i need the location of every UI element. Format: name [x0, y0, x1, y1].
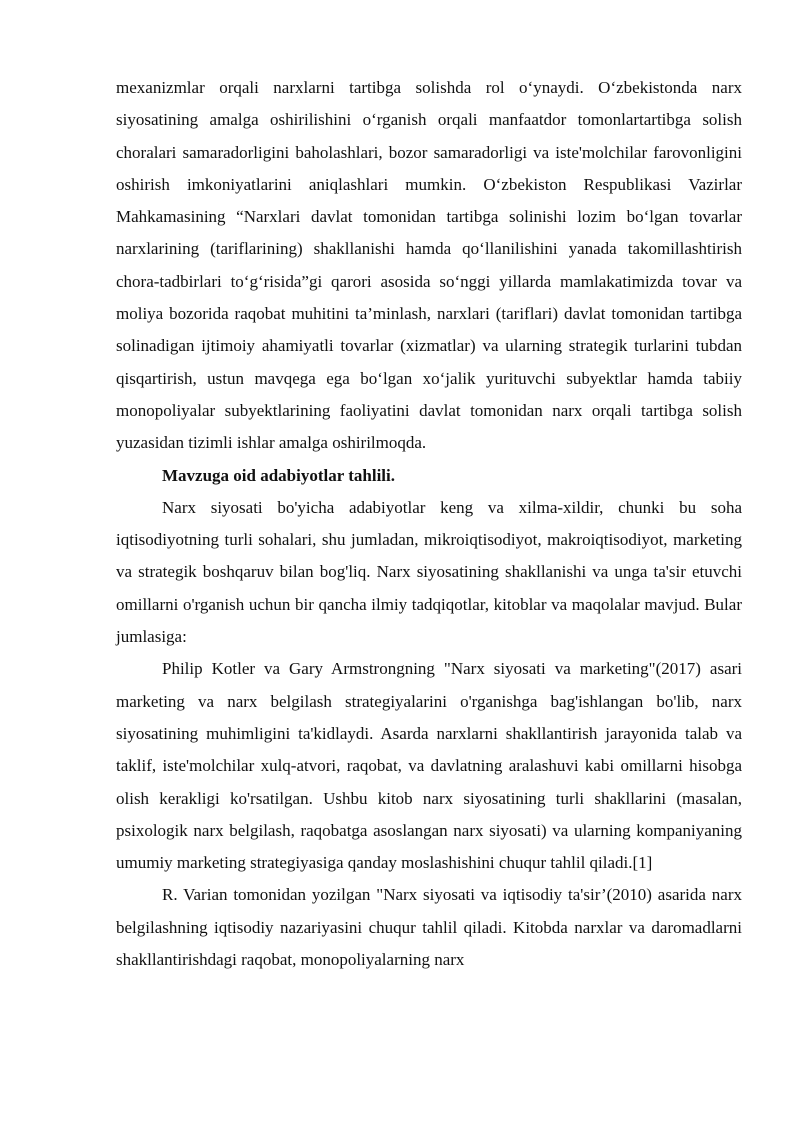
body-paragraph: R. Varian tomonidan yozilgan "Narx siyosati va iqtisodiy ta'sir’(2010) asarida narx belgilashning iqtisodiy nazariyasini chuqur tahlil qiladi. Kitobda narxlar va daromadlarni shakllantirishdagi raqobat, monopoliyalarning narx: [116, 885, 742, 970]
section-heading: Mavzuga oid adabiyotlar tahlili.: [162, 465, 395, 485]
body-paragraph: Narx siyosati bo'yicha adabiyotlar keng va xilma-xildir, chunki bu soha iqtisodiyotning turli sohalari, shu jumladan, mikroiqtisodiyot, makroiqtisodiyot, marketing va strategik boshqaruv bilan bog'liq. Narx siyosatining shakllanishi va unga ta'sir etuvchi omillarni o'rganish uchun bir qancha ilmiy tadqiqotlar, kitoblar va maqolalar mavjud. Bular jumlasiga:: [116, 497, 742, 647]
document-page: [116, 72, 742, 976]
body-paragraph: mexanizmlar orqali narxlarni tartibga solishda rol o‘ynaydi. O‘zbekistonda narx siyosatining amalga oshirilishini o‘rganish orqali manfaatdor tomonlartartibga solish choralari samaradorligini baholashlari, bozor samaradorligi va iste'molchilar farovonligini oshirish imkoniyatlarini aniqlashlari mumkin. O‘zbekiston Respublikasi Vazirlar Mahkamasining “Narxlari davlat tomonidan tartibga solinishi lozim bo‘lgan tovarlar narxlarining (tariflarining) shakllanishi hamda qo‘llanilishini yanada takomillashtirish chora-tadbirlari to‘g‘risida”gi qarori asosida so‘nggi yillarda mamlakatimizda tovar va moliya bozorida raqobat muhitini ta’minlash, narxlari (tariflari) davlat tomonidan tartibga solinadigan ijtimoiy ahamiyatli tovarlar (xizmatlar) va ularning strategik turlarini tubdan qisqartirish, ustun mavqega ega bo‘lgan xo‘jalik yurituvchi subyektlar hamda tabiiy monopoliyalar subyektlarining faoliyatini davlat tomonidan narx orqali tartibga solish yuzasidan tizimli ishlar amalga oshirilmoqda.: [116, 78, 742, 453]
body-paragraph: Philip Kotler va Gary Armstrongning "Narx siyosati va marketing"(2017) asari marketing va narx belgilash strategiyalarini o'rganishga bag'ishlangan bo'lib, narx siyosatining muhimligini ta'kidlaydi. Asarda narxlarni shakllantirish jarayonida talab va taklif, iste'molchilar xulq-atvori, raqobat, va davlatning aralashuvi kabi omillarni hisobga olish kerakligi ko'rsatilgan. Ushbu kitob narx siyosatining turli shakllarini (masalan, psixologik narx belgilash, raqobatga asoslangan narx siyosati) va ularning kompaniyaning umumiy marketing strategiyasiga qanday moslashishini chuqur tahlil qiladi.[1]: [116, 659, 742, 873]
